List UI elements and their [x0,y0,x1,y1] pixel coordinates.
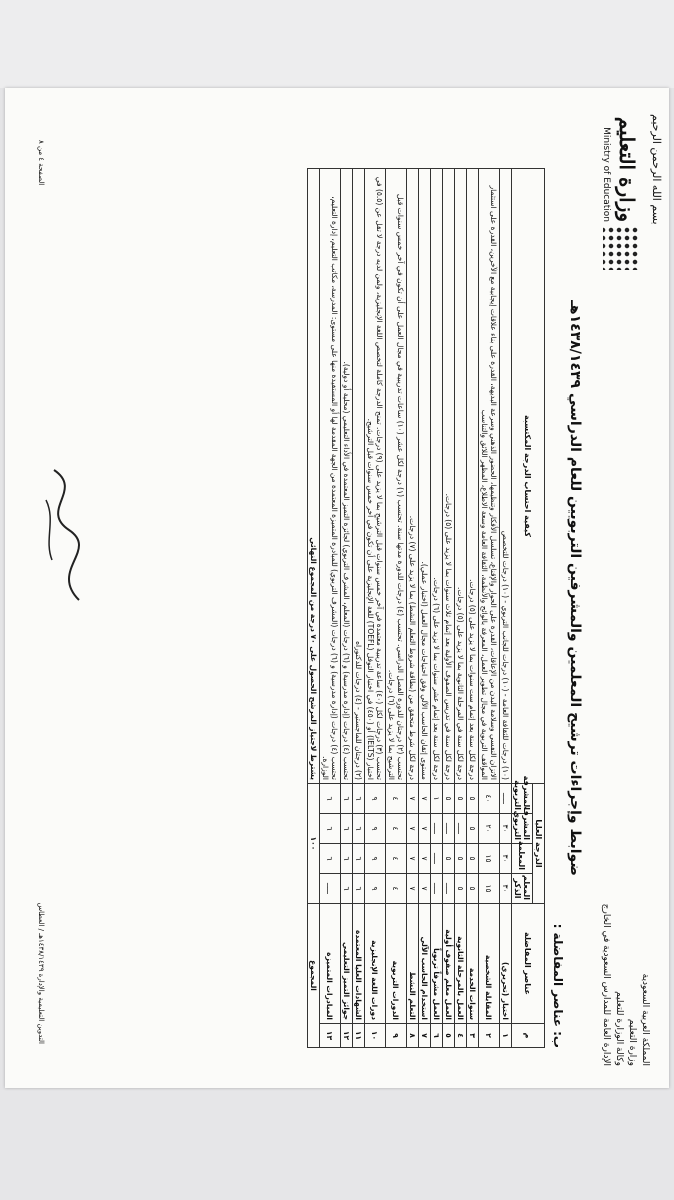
table-row [479,169,500,1048]
table-body [320,169,512,1048]
row-element: التعلم النشط [407,904,419,1024]
row-method: درجة لكل سنة بعد إتمام ست سنوات بما لا يزيد على (٥) درجات. [467,169,479,784]
row-max-score: ٧ [407,814,419,844]
document-page [5,88,669,1088]
row-index: ١٠ [365,1024,386,1048]
row-max-score: ١ [431,783,443,813]
ministry-header [599,856,651,1066]
row-index: ٤ [455,1024,467,1048]
table-row [407,169,419,1048]
table-row [353,169,365,1048]
signature-icon [34,460,94,610]
row-max-score: ـــــ [443,814,455,844]
table-header-row [533,169,545,1048]
table-row [386,169,407,1048]
row-max-score: ١٥ [479,874,500,904]
total-label: المجموع [308,904,320,1048]
row-index: ١٢ [341,1024,353,1048]
row-max-score: ٣٠ [500,844,512,874]
table-row [320,169,341,1048]
table-row [455,169,467,1048]
row-max-score: ٦ [320,783,341,813]
row-element: الدورات التربوية [386,904,407,1024]
table-row [341,169,353,1048]
row-method: درجة لكل سنة بعد إتمام عشر سنوات بما لا يزيد على (٦) درجات. [431,169,443,784]
row-max-score: ٧ [419,874,431,904]
row-max-score: ١٥ [479,844,500,874]
row-max-score: ـــــ [320,874,341,904]
logo-english-text: Ministry of Education [601,127,611,222]
row-max-score: ٥ [467,844,479,874]
row-method: (٢) درجتان للماجستير - (٤) درجات للدكتوراه [353,169,365,784]
header-line: الإدارة العامة للمدارس السعودية في الخارج [601,903,611,1066]
row-element: العمل معلم صفوف أولية [443,904,455,1024]
row-max-score: ٦ [353,874,365,904]
row-max-score: ٩ [365,844,386,874]
row-element: العمل بالمرحلة الثانوية [455,904,467,1024]
row-index: ٦ [431,1024,443,1048]
viewer-top-bar [0,0,674,88]
row-max-score: ٩ [365,783,386,813]
row-method: (١٠) درجات للثقافة العامة - (١٠) درجات للجانب التربوي - (١٠) درجات للتخصص [500,169,512,784]
row-element: المبادرات المتميزة [320,904,341,1024]
row-max-score: ٧ [407,783,419,813]
row-max-score: ٧ [419,844,431,874]
row-method: تحتسب (٤) درجات (إدارة مدرسية) و (٦) درجات (المشرف التربوي) للمبادرة المتميزة المعتمدة من الجهة المقدمة لها أو المستفيدة منها على مستوى: المدرسة، مكاتب التعليم، إدارة التعليم، الوزارة. [320,169,341,784]
row-max-score: ٤ [386,783,407,813]
row-max-score: ٥ [467,874,479,904]
row-element: استخدام الحاسب الآلي [419,904,431,1024]
row-max-score: ٦ [341,814,353,844]
row-max-score: ٥ [467,783,479,813]
row-max-score: ـــــ [431,844,443,874]
row-max-score: ٤ [386,814,407,844]
table-row [443,169,455,1048]
rotated-document [5,88,669,1088]
row-max-score: ٩ [365,814,386,844]
sub-header: المعلم الذكر [512,874,533,904]
row-element: دورات اللغة الإنجليزية [365,904,386,1024]
row-method: تحتسب (٣) درجات لكل (٤٠) ساعة تدريبية معتمدة في آخر خمس سنوات قبل الترشيح بما لا يزيد على (٩) درجات. تمنح الدرجة كاملة لتخصص اللغة الإنجليزية، ولمن لديه درجة لا تقل عن (٥.٥) في اختبار (IELTS) أو (٤٥٠) في اختبار التوفل (TOEFL) للغة الإنجليزية على أن تكون في آخر خمس سنوات قبل الترشيح. [365,169,386,784]
row-element: العمل مشرفاً تربوياً [431,904,443,1024]
row-max-score: ٤ [386,874,407,904]
row-element: اختبار (تحريري) [500,904,512,1024]
row-index: ١١ [353,1024,365,1048]
row-max-score: ٥ [455,844,467,874]
row-method: درجة لكل سنة في المرحلة الثانوية بما لا يزيد على (٥) درجات. [455,169,467,784]
row-max-score: ٦ [341,874,353,904]
row-element: المقابلة الشخصية [479,904,500,1024]
row-max-score: ٩ [365,874,386,904]
criteria-table [307,168,545,1048]
row-max-score: ٦ [353,783,365,813]
row-max-score: ـــــ [500,783,512,813]
row-max-score: ٤ [386,844,407,874]
ministry-logo [587,114,663,274]
total-value: ١٠٠ [308,783,320,903]
row-max-score: ٣٠ [500,814,512,844]
col-index-header: م [512,1024,545,1048]
row-index: ٥ [443,1024,455,1048]
row-max-score: ٥ [467,814,479,844]
row-max-score: ـــــ [455,814,467,844]
row-max-score: ٧ [407,844,419,874]
col-method-header: كيفية احتساب الدرجة المكتسبة [512,169,545,784]
row-index: ١ [500,1024,512,1048]
row-method: مستوى إتقان الحاسب الآلي وفق احتياجات مجال العمل (اختبار عملي). [419,169,431,784]
row-element: سنوات الخدمة [467,904,479,1024]
row-index: ٢ [479,1024,500,1048]
row-index: ٩ [386,1024,407,1048]
row-element: الشهادات العليا المعتمدة [353,904,365,1024]
col-element-header: عناصر المفاضلة [512,904,545,1024]
row-method: درجة لكل سنة في تدريس الصفوف الأولية بعد إتمام ثلاث سنوات بما لا يزيد على (٥) درجات. [443,169,455,784]
row-element: جوائز التميز التعليمي [341,904,353,1024]
row-max-score: ٧ [419,814,431,844]
footer-note: التدوين التعليمية والإدارة ١٤٣٨/١٤٣٩هـ / العطاس [37,902,45,1044]
row-max-score: ٦ [320,814,341,844]
header-line: وزارة التعليم [627,1018,637,1066]
row-index: ١٣ [320,1024,341,1048]
row-max-score: ٢٠ [479,814,500,844]
header-line: وكالة الوزارة للتعليم [614,991,624,1066]
row-max-score: ٤٠ [479,783,500,813]
logo-arabic-text: وزارة التعليم [615,116,639,222]
table-row [431,169,443,1048]
row-max-score: ٧ [419,783,431,813]
row-max-score: ٧ [407,874,419,904]
row-max-score: ـــــ [431,874,443,904]
row-max-score: ٥ [443,844,455,874]
row-max-score: ٦ [320,844,341,874]
table-row [419,169,431,1048]
col-max-header: الدرجة العليا [533,783,545,903]
row-max-score: ـــــ [431,814,443,844]
row-max-score: ٦ [341,844,353,874]
basmala: بسم الله الرحمن الرحيم [650,114,663,225]
sub-header: المعلمة [512,844,533,874]
row-max-score: ٥ [455,874,467,904]
row-max-score: ٥ [455,783,467,813]
row-max-score: ٣٠ [500,874,512,904]
header-line: المملكة العربية السعودية [640,973,650,1066]
total-row [308,169,320,1048]
row-max-score: ٦ [353,814,365,844]
row-method: تحتسب (٤) درجات (إدارة مدرسية) و (٦) درجات (المعلم، المشرف التربوي) لجائزة التميز المعتمدة في الأداء التعليمي (محلية أو دولية). [341,169,353,784]
row-method: درجة لكل شرط متحقق من (بطاقة شروط التعلم النشط) بما لا يزيد على (٧) درجات. [407,169,419,784]
row-method: تحتسب (٢) درجتان للدورة الفصل الدراسي. تحتسب (٤) درجات للدورة مدتها سنة. تحتسب (١) درجة لكل عشر (١٠) ساعات تدريبية في مجال العمل على أن تكون في آخر خمس سنوات قبل الترشيح بما لا يزيد على (٦) درجات. [386,169,407,784]
table-row [467,169,479,1048]
document-title: ضوابط وإجراءات ترشيح المعلمين والمشرفين التربويين للعام الدراسي ١٤٣٨/١٤٣٩هـ [567,300,583,876]
row-index: ٧ [419,1024,431,1048]
row-max-score: ٦ [341,783,353,813]
table-row [365,169,386,1048]
total-note: يشترط لاجتياز المرشح الحصول على ٧٠ درجة من المجموع النهائي [308,169,320,784]
row-index: ٨ [407,1024,419,1048]
row-max-score: ٦ [353,844,365,874]
table-row [500,169,512,1048]
logo-dots-icon [603,226,639,270]
sub-header: المشرف التربوي [512,814,533,844]
row-max-score: ـــــ [443,874,455,904]
sub-header: المشرفة التربوية [512,783,533,813]
row-max-score: ٥ [443,783,455,813]
viewer-bottom-bar [0,1090,674,1200]
page-number: الصفحة ٤ من ٨ [37,140,45,186]
row-index: ٣ [467,1024,479,1048]
section-title: ب: عناصر المفاضلة : [551,923,565,1048]
row-method: الاتزان النفسي وسلامة البدن من الإعاقات، القدرة على الحوار والإقناع، تسلسل الأفكار وتنظيمها، الحضور الذهني وسرعة البديهة، القدرة على بناء علاقات إيجابية مع الآخرين، القدرة على استثمار المواقف التربوية في مجال تطوير العمل، المعرفة بالوائح والأنظمة، الثقافة العامة وسعة الاطلاع، المظهر اللائق والتناسب [479,169,500,784]
